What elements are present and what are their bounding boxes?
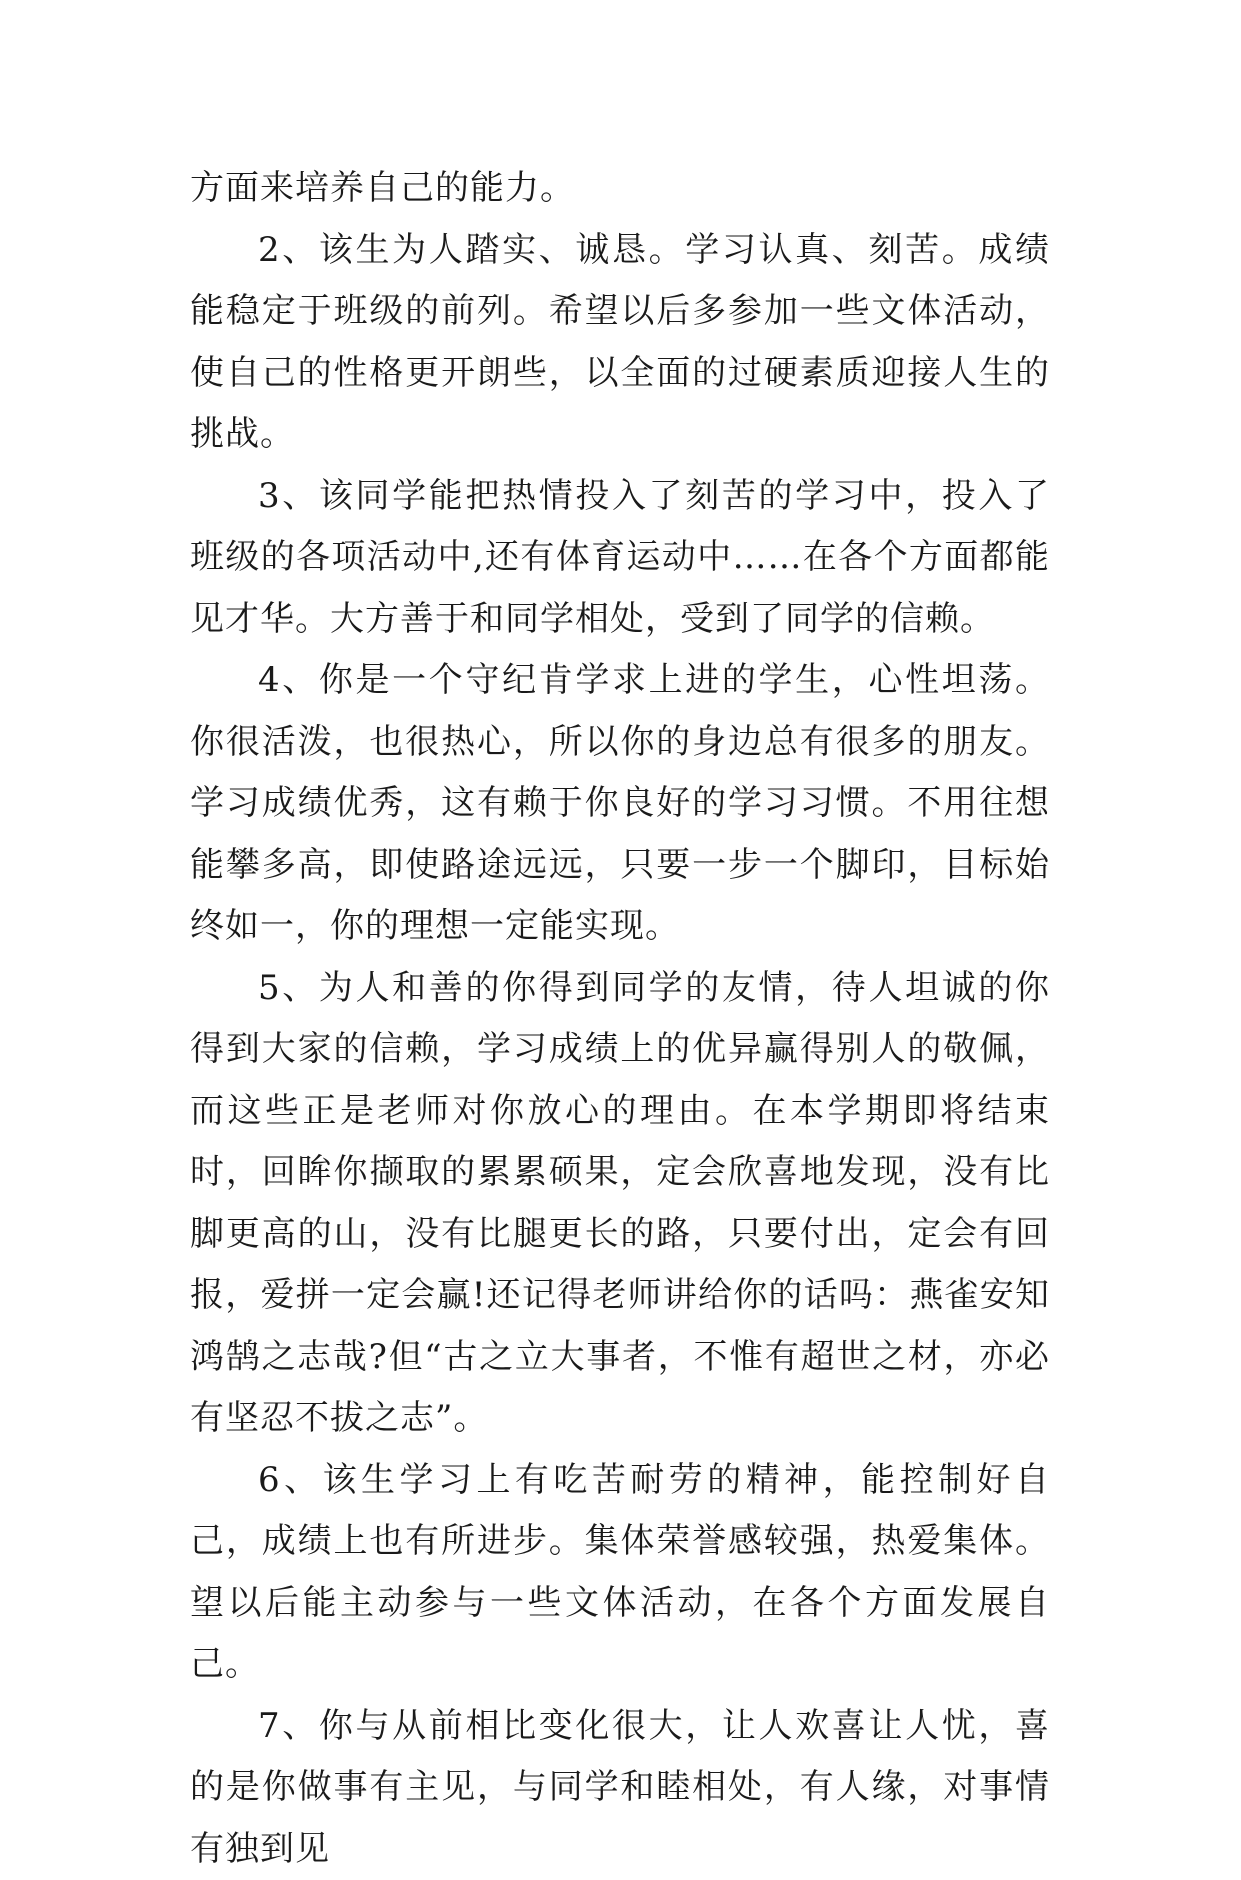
paragraph-comment-4: 4、你是一个守纪肯学求上进的学生，心性坦荡。你很活泼，也很热心，所以你的身边总有很多的朋友。学习成绩优秀，这有赖于你良好的学习习惯。不用往想能攀多高，即使路途远远，只要一步一个脚印，目标始终如一，你的理想一定能实现。 (190, 650, 1050, 958)
paragraph-comment-5: 5、为人和善的你得到同学的友情，待人坦诚的你得到大家的信赖，学习成绩上的优异赢得别人的敬佩，而这些正是老师对你放心的理由。在本学期即将结束时，回眸你撷取的累累硕果，定会欣喜地发现，没有比脚更高的山，没有比腿更长的路，只要付出，定会有回报，爱拼一定会赢!还记得老师讲给你的话吗：燕雀安知鸿鹄之志哉?但“古之立大事者，不惟有超世之材，亦必有坚忍不拔之志”。 (190, 958, 1050, 1450)
paragraph-continuation: 方面来培养自己的能力。 (190, 158, 1050, 220)
document-body (190, 158, 1050, 1880)
paragraph-comment-2: 2、该生为人踏实、诚恳。学习认真、刻苦。成绩能稳定于班级的前列。希望以后多参加一些文体活动，使自己的性格更开朗些，以全面的过硬素质迎接人生的挑战。 (190, 220, 1050, 466)
paragraph-comment-3: 3、该同学能把热情投入了刻苦的学习中，投入了班级的各项活动中,还有体育运动中……在各个方面都能见才华。大方善于和同学相处，受到了同学的信赖。 (190, 466, 1050, 651)
paragraph-comment-6: 6、该生学习上有吃苦耐劳的精神，能控制好自己，成绩上也有所进步。集体荣誉感较强，热爱集体。望以后能主动参与一些文体活动，在各个方面发展自己。 (190, 1450, 1050, 1696)
paragraph-comment-7: 7、你与从前相比变化很大，让人欢喜让人忧，喜的是你做事有主见，与同学和睦相处，有人缘，对事情有独到见 (190, 1696, 1050, 1880)
